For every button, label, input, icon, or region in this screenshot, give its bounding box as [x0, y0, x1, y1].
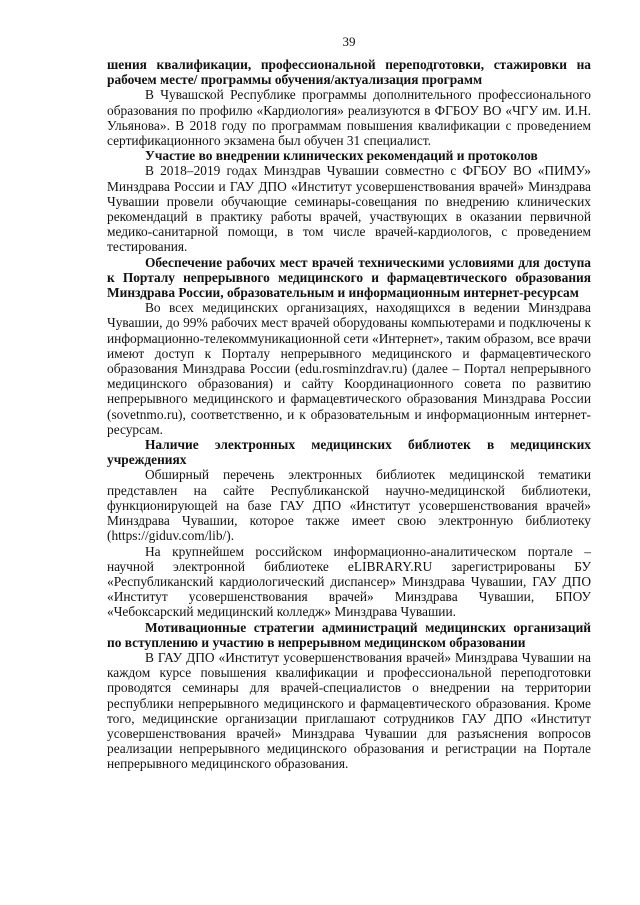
- document-page: [107, 34, 591, 772]
- section-qualification-programs: [107, 57, 591, 148]
- section-heading: Мотивационные стратегии администраций медицинских организаций по вступлению и участию в непрерывном медицинском образовании: [107, 619, 591, 650]
- paragraph: Во всех медицинских организациях, находящихся в ведении Минздрава Чувашии, до 99% рабочих мест врачей оборудованы компьютерами и подключены к информационно-телекоммуникационной сети «Интернет», таким образом, все врачи имеют доступ к Порталу непрерывного медицинского и фармацевтического образования Минздрава России (edu.rosminzdrav.ru) (далее – Портал непрерывного медицинского образования) и сайту Координационного совета по развитию непрерывного медицинского и фармацевтического образования Минздрава России (sovetnmo.ru), соответственно, и к образовательным и информационным интернет-ресурсам.: [107, 300, 591, 437]
- section-heading: Участие во внедрении клинических рекомендаций и протоколов: [145, 148, 538, 164]
- section-clinical-guidelines: [107, 148, 591, 254]
- paragraph: На крупнейшем российском информационно-аналитическом портале – научной электронной библиотеке eLIBRARY.RU зарегистрированы БУ «Республиканский кардиологический диспансер» Минздрава Чувашии, ГАУ ДПО «Институт усовершенствования врачей» Минздрава Чувашии, БПОУ «Чебоксарский медицинский колледж» Минздрава Чувашии.: [107, 543, 591, 620]
- section-heading: Обеспечение рабочих мест врачей техническими условиями для доступа к Порталу непрерывного медицинского и фармацевтического образования Минздрава России, образовательным и информационным интернет-ресурсам: [107, 254, 591, 301]
- paragraph: В 2018–2019 годах Минздрав Чувашии совместно с ФГБОУ ВО «ПИМУ» Минздрава России и ГАУ ДПО «Институт усовершенствования врачей» Минздрава Чувашии провели обучающие семинары-совещания по внедрению клинических рекомендаций в практику работы врачей, участвующих в оказании первичной медико-санитарной помощи, в том числе врачей-кардиологов, с проведением тестирования.: [107, 163, 591, 255]
- section-heading: Наличие электронных медицинских библиотек в медицинских учреждениях: [107, 437, 591, 468]
- page-number: 39: [342, 34, 356, 49]
- paragraph: Обширный перечень электронных библиотек медицинской тематики представлен на сайте Республиканской научно-медицинской библиотеки, функционирующей на базе ГАУ ДПО «Институт усовершенствования врачей» Минздрава Чувашии, которое также имеет свою электронную библиотеку (https://giduv.com/lib/).: [107, 467, 591, 544]
- section-motivation-strategies: [107, 620, 591, 772]
- section-electronic-libraries: [107, 437, 591, 619]
- paragraph: В Чувашской Республике программы дополнительного профессионального образования по профилю «Кардиология» реализуются в ФГБОУ ВО «ЧГУ им. И.Н. Ульянова». В 2018 году по программам повышения квалификации с проведением сертификационного экзамена был обучен 31 специалист.: [107, 87, 591, 149]
- section-workplace-access: [107, 255, 591, 437]
- paragraph: В ГАУ ДПО «Институт усовершенствования врачей» Минздрава Чувашии на каждом курсе повышения квалификации и профессиональной переподготовки проводятся семинары для врачей-специалистов о внедрении на территории республики непрерывного медицинского и фармацевтического образования. Кроме того, медицинские организации приглашают сотрудников ГАУ ДПО «Институт усовершенствования врачей» Минздрава Чувашии для разъяснения вопросов реализации непрерывного медицинского образования и регистрации на Портале непрерывного медицинского образования.: [107, 649, 591, 772]
- section-heading: шения квалификации, профессиональной переподготовки, стажировки на рабочем месте/ программы обучения/актуализация программ: [107, 57, 591, 88]
